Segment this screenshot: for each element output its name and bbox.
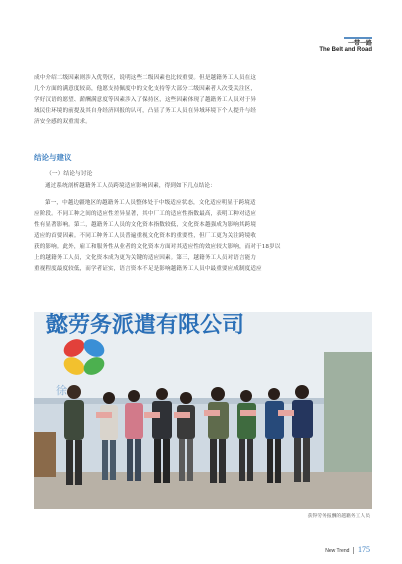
group-photo bbox=[34, 312, 372, 509]
text-line: 几个方面的满意度较高，他愿支持佩度中的文化支持等大部分二级因素者人次受关注区， bbox=[34, 86, 257, 92]
intro-paragraph bbox=[34, 73, 372, 128]
text-line: 获的影响。此外，雇工和服务性从业者的文化资本方面对其适应性的效应较大影响，而对于18岁以 bbox=[34, 244, 281, 250]
footer-label: New Trend bbox=[325, 548, 350, 554]
text-line: 应阶段。不同工种之间的适应性差异显著，其中厂工的适应性指数最高，表明工种对适应 bbox=[34, 211, 257, 217]
text-line: 域民住环境的前提及其自身经济回报的认可，凸显了务工人员在异域环境下个人提升与经 bbox=[34, 108, 257, 114]
footer-divider bbox=[353, 547, 354, 554]
text-line: 通过系统剖析越籍务工人员跨境适应影响因素，得到如下几点结论： bbox=[45, 183, 216, 189]
summary-paragraph bbox=[34, 181, 372, 192]
text-line: 适应的首要因素。不同工种务工人员普遍重视文化资本的重要性，但厂工更为关注跨境收 bbox=[34, 233, 257, 239]
header-title-en: The Belt and Road bbox=[319, 47, 372, 53]
text-line: 学好汉语的愿望、薪酬满意度等因素涉入了保持区，这些因素体现了越籍务工人员对于异 bbox=[34, 97, 257, 103]
photo-caption: 获得劳务报酬的越籍务工人员 bbox=[307, 514, 370, 519]
running-header bbox=[319, 40, 372, 54]
banner-text: 懿劳务派遣有限公司 bbox=[46, 312, 245, 338]
header-title-zh: 一带一路 bbox=[347, 40, 372, 47]
text-line: 济安全感的双重需求。 bbox=[34, 119, 91, 125]
photo-illustration bbox=[34, 312, 372, 509]
text-line: 性有显著影响。第二，越籍务工人员的文化资本指数较低，文化资本越强成为影响其跨境 bbox=[34, 222, 257, 228]
text-line: 第一，中越边疆地区的越籍务工人员整体处于中级适应状态，文化适应明显于跨境适 bbox=[45, 200, 256, 206]
subsection-heading: （一）结论与讨论 bbox=[46, 171, 93, 177]
text-line: 重视程度最度较低，而学者证实，语言资本不足是影响越籍务工人员中最重要应成制度适应 bbox=[34, 266, 262, 272]
svg-text:徐: 徐 bbox=[56, 384, 67, 397]
findings-paragraph bbox=[34, 198, 372, 275]
text-line: 成中介绍二级因素则涉入优势区，说明这些二级因素也比较重要。但是越籍务工人员在这 bbox=[34, 75, 257, 81]
page-footer bbox=[325, 545, 370, 554]
section-heading: 结论与建议 bbox=[34, 153, 72, 162]
header-rule bbox=[344, 37, 372, 39]
page-number: 175 bbox=[358, 545, 370, 554]
text-line: 上的越籍务工人员，文化资本成为更为关键的适应因素。第三，越籍务工人员对语言能力 bbox=[34, 255, 257, 261]
